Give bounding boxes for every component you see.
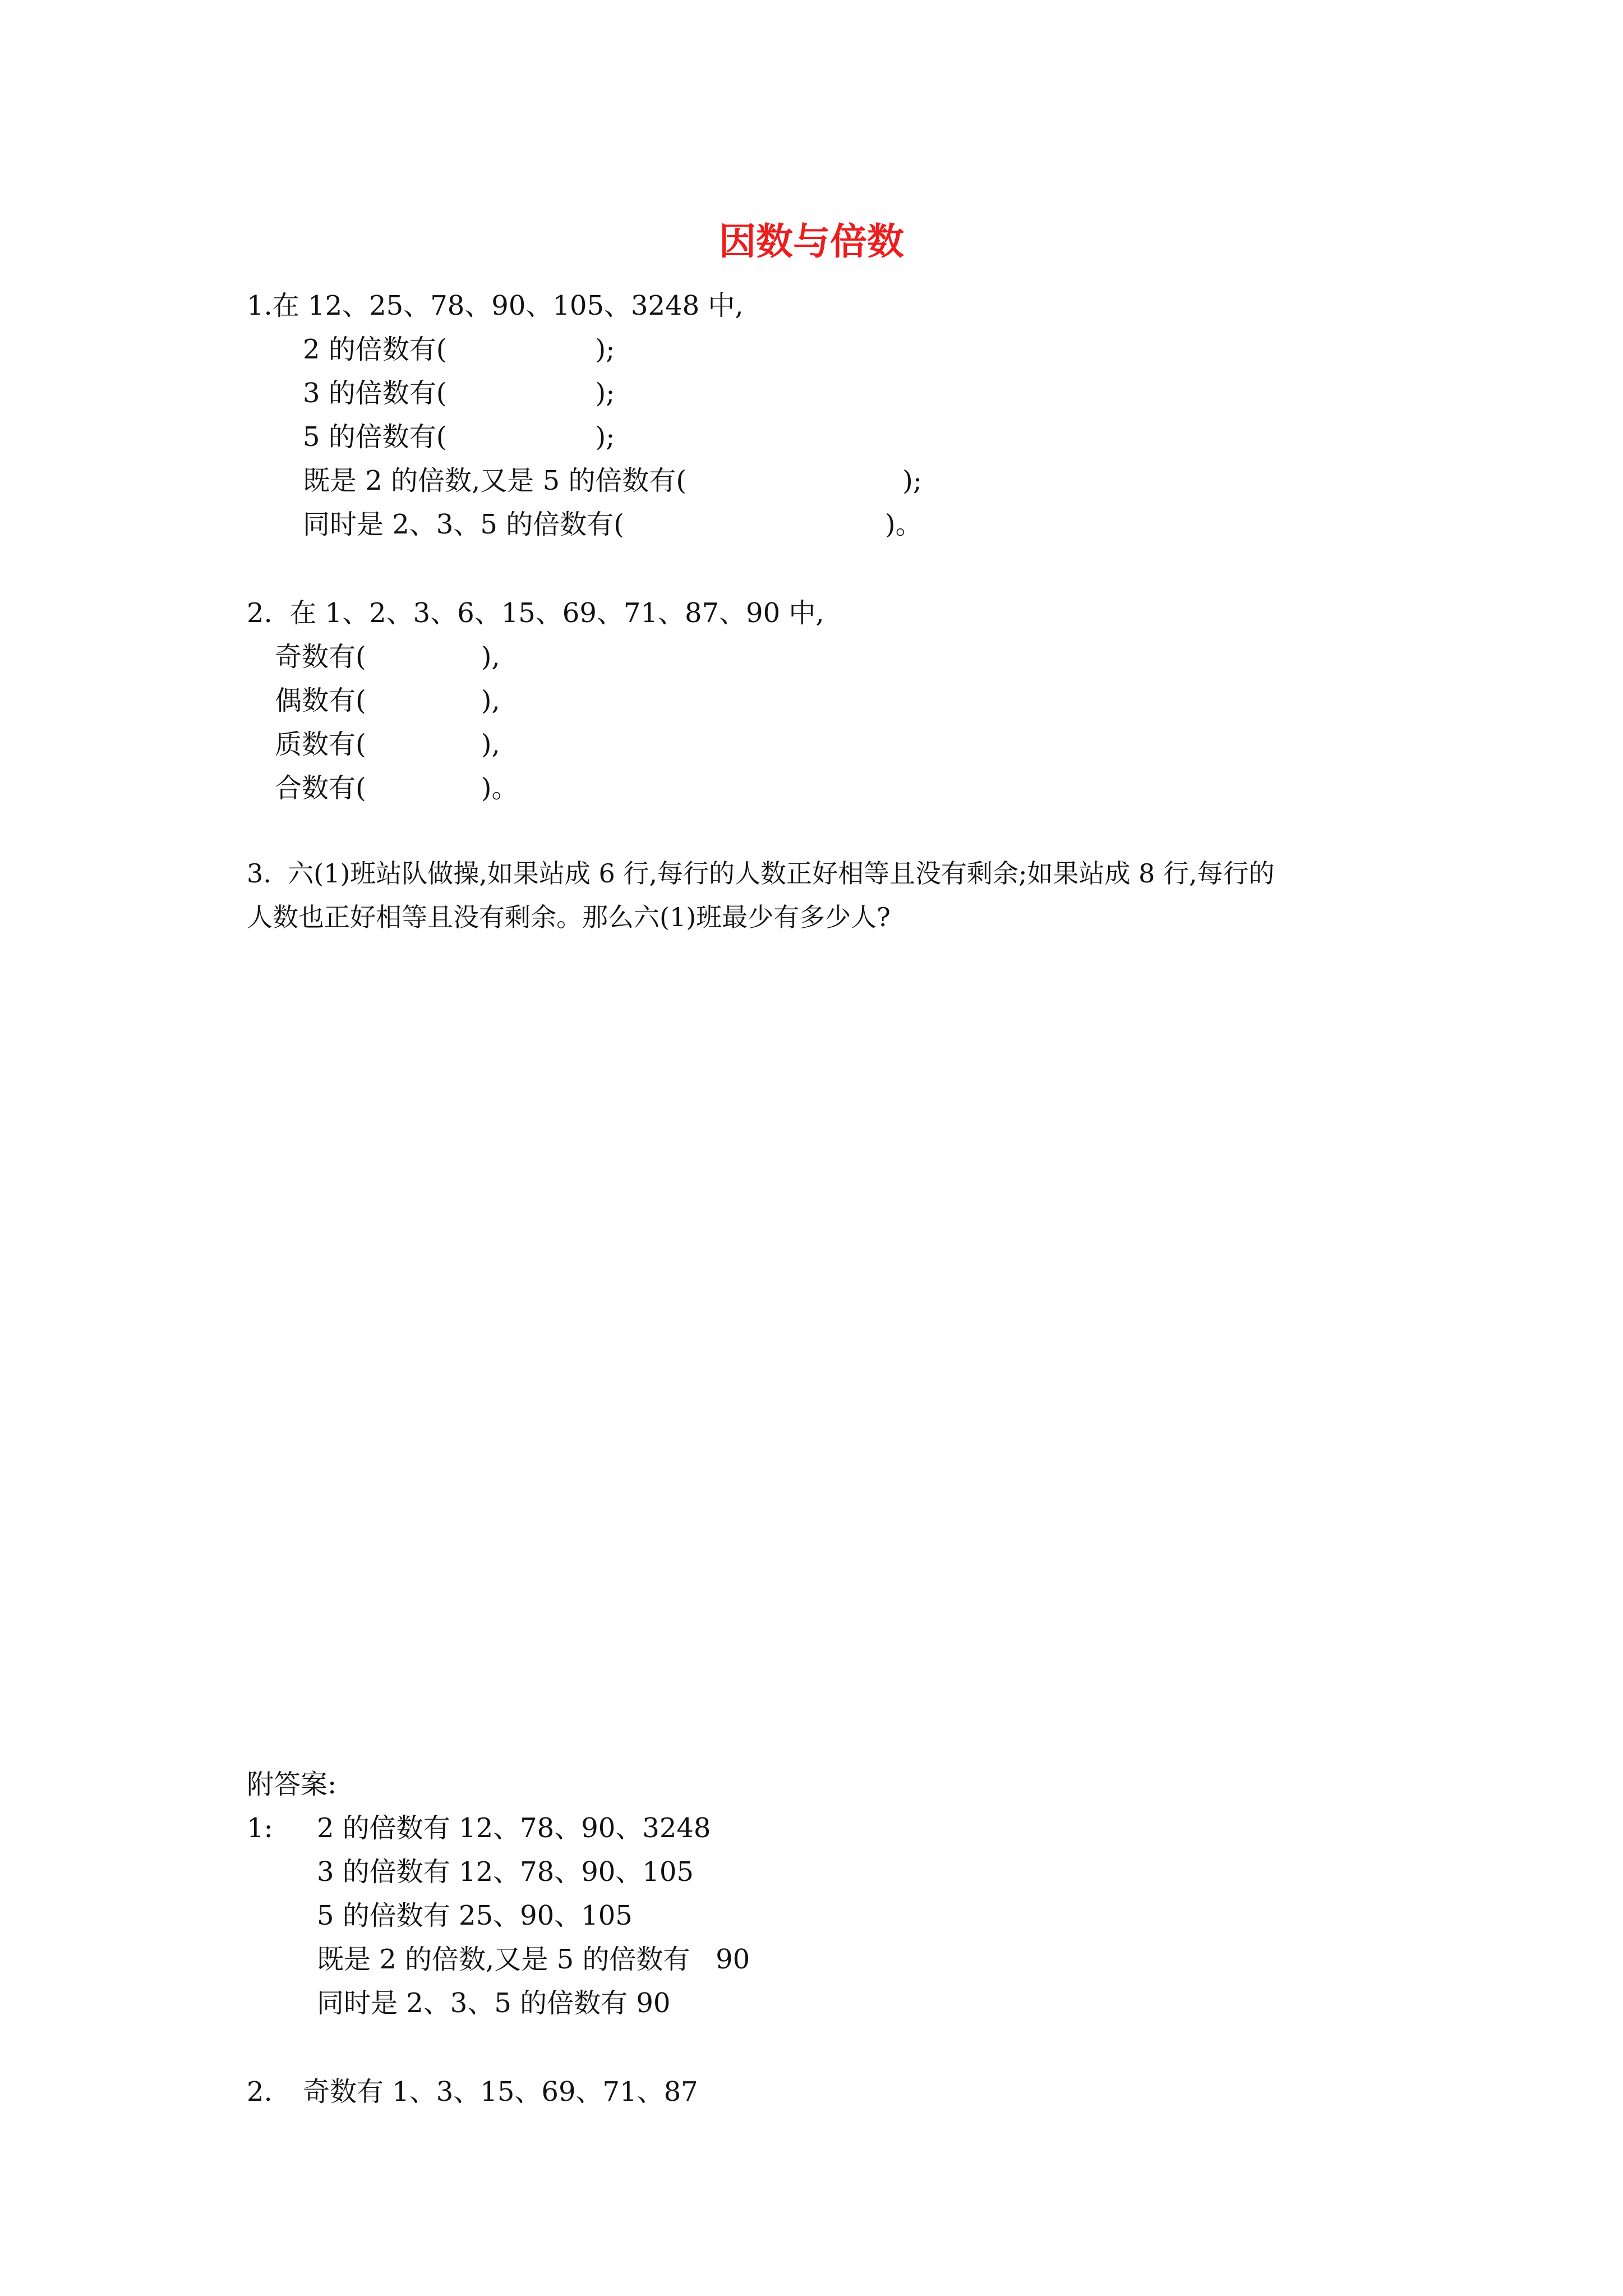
question-1-item-4 <box>303 464 922 498</box>
item-label: 5 的倍数有( <box>303 421 447 453</box>
question-1-item-2 <box>303 376 615 410</box>
item-close: ); <box>595 421 615 453</box>
answers-heading: 附答案: <box>247 1769 337 1800</box>
item-label: 3 的倍数有( <box>303 378 447 409</box>
item-close: )。 <box>884 509 923 540</box>
question-2-item-3 <box>275 728 500 761</box>
question-2-item-2 <box>275 684 500 717</box>
item-label: 偶数有( <box>275 685 366 716</box>
item-label: 合数有( <box>275 772 366 804</box>
answer-1-line-1: 2 的倍数有 12、78、90、3248 <box>317 1812 711 1844</box>
item-label: 奇数有( <box>275 641 366 673</box>
question-3-line-2: 人数也正好相等且没有剩余。那么六(1)班最少有多少人? <box>247 902 891 932</box>
question-1-item-5 <box>303 508 923 541</box>
item-close: ), <box>481 685 500 716</box>
question-2-intro: 2. 在 1、2、3、6、15、69、71、87、90 中, <box>247 597 824 629</box>
item-close: ); <box>595 334 615 365</box>
page-title: 因数与倍数 <box>719 219 904 263</box>
item-close: ), <box>481 729 500 760</box>
item-label: 质数有( <box>275 729 366 760</box>
answer-2-line-1: 奇数有 1、3、15、69、71、87 <box>303 2076 698 2108</box>
answer-1-line-2: 3 的倍数有 12、78、90、105 <box>317 1856 694 1888</box>
item-close: )。 <box>481 772 519 804</box>
item-close: ), <box>481 641 500 673</box>
item-label: 2 的倍数有( <box>303 334 447 365</box>
answer-1-line-3: 5 的倍数有 25、90、105 <box>317 1900 633 1931</box>
item-label: 既是 2 的倍数,又是 5 的倍数有( <box>303 465 687 496</box>
item-close: ); <box>902 465 923 496</box>
question-1-item-1 <box>303 333 615 366</box>
item-label: 同时是 2、3、5 的倍数有( <box>303 509 624 540</box>
question-2-item-1 <box>275 640 500 674</box>
question-1-item-3 <box>303 420 615 454</box>
question-3-line-1: 3. 六(1)班站队做操,如果站成 6 行,每行的人数正好相等且没有剩余;如果站成 8 行,每行的 <box>247 858 1275 889</box>
answer-1-prefix: 1: <box>247 1812 273 1844</box>
answer-2-prefix: 2. <box>247 2076 273 2108</box>
question-1-intro: 1.在 12、25、78、90、105、3248 中, <box>247 290 744 321</box>
answer-1-line-5: 同时是 2、3、5 的倍数有 90 <box>317 1987 671 2019</box>
answer-1-line-4: 既是 2 的倍数,又是 5 的倍数有 90 <box>317 1944 750 1975</box>
question-2-item-4 <box>275 771 518 805</box>
item-close: ); <box>595 378 615 409</box>
